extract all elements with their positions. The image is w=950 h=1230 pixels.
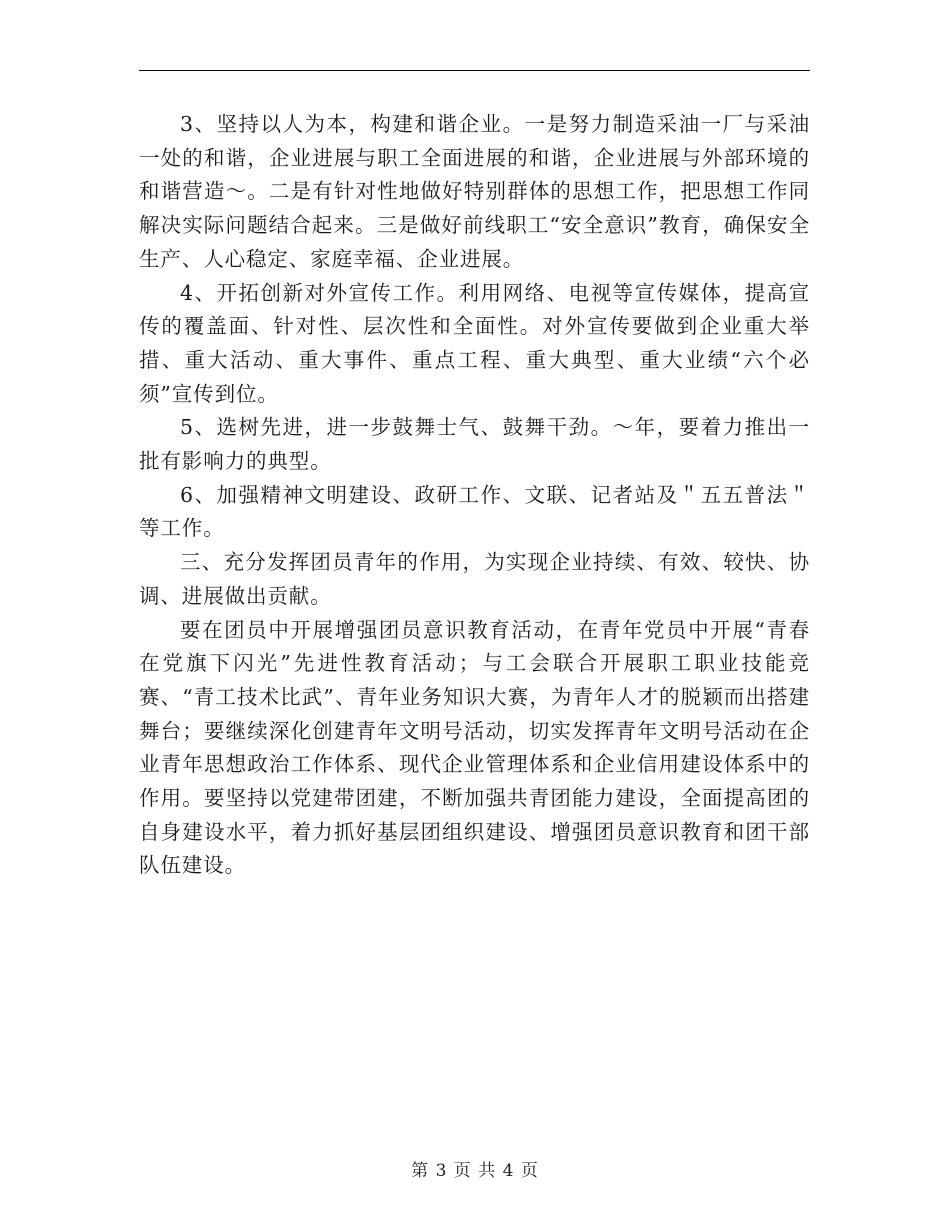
paragraph-item-3: 3、坚持以人为本，构建和谐企业。一是努力制造采油一厂与采油一处的和谐，企业进展与职工全面进展的和谐，企业进展与外部环境的和谐营造～。二是有针对性地做好特别群体的思想工作，把思想工作同解决实际问题结合起来。三是做好前线职工“安全意识”教育，确保安全生产、人心稳定、家庭幸福、企业进展。: [139, 112, 810, 271]
document-body: [139, 108, 810, 883]
page-number-footer: 第 3 页 共 4 页: [411, 1161, 539, 1181]
header-rule: [139, 70, 810, 71]
paragraph-item-5: 5、选树先进，进一步鼓舞士气、鼓舞干劲。～年，要着力推出一批有影响力的典型。: [139, 415, 810, 474]
paragraph-youth-work: 要在团员中开展增强团员意识教育活动，在青年党员中开展“青春在党旗下闪光”先进性教育活动；与工会联合开展职工职业技能竞赛、“青工技术比武”、青年业务知识大赛，为青年人才的脱颖而出搭建舞台；要继续深化创建青年文明号活动，切实发挥青年文明号活动在企业青年思想政治工作体系、现代企业管理体系和企业信用建设体系中的作用。要坚持以党建带团建，不断加强共青团能力建设，全面提高团的自身建设水平，着力抓好基层团组织建设、增强团员意识教育和团干部队伍建设。: [139, 617, 810, 878]
paragraph-item-4: 4、开拓创新对外宣传工作。利用网络、电视等宣传媒体，提高宣传的覆盖面、针对性、层次性和全面性。对外宣传要做到企业重大举措、重大活动、重大事件、重点工程、重大典型、重大业绩“六个必须”宣传到位。: [139, 280, 810, 406]
paragraph-item-6: 6、加强精神文明建设、政研工作、文联、记者站及＂五五普法＂等工作。: [139, 482, 810, 541]
section-heading-three: 三、充分发挥团员青年的作用，为实现企业持续、有效、较快、协调、进展做出贡献。: [139, 550, 810, 608]
